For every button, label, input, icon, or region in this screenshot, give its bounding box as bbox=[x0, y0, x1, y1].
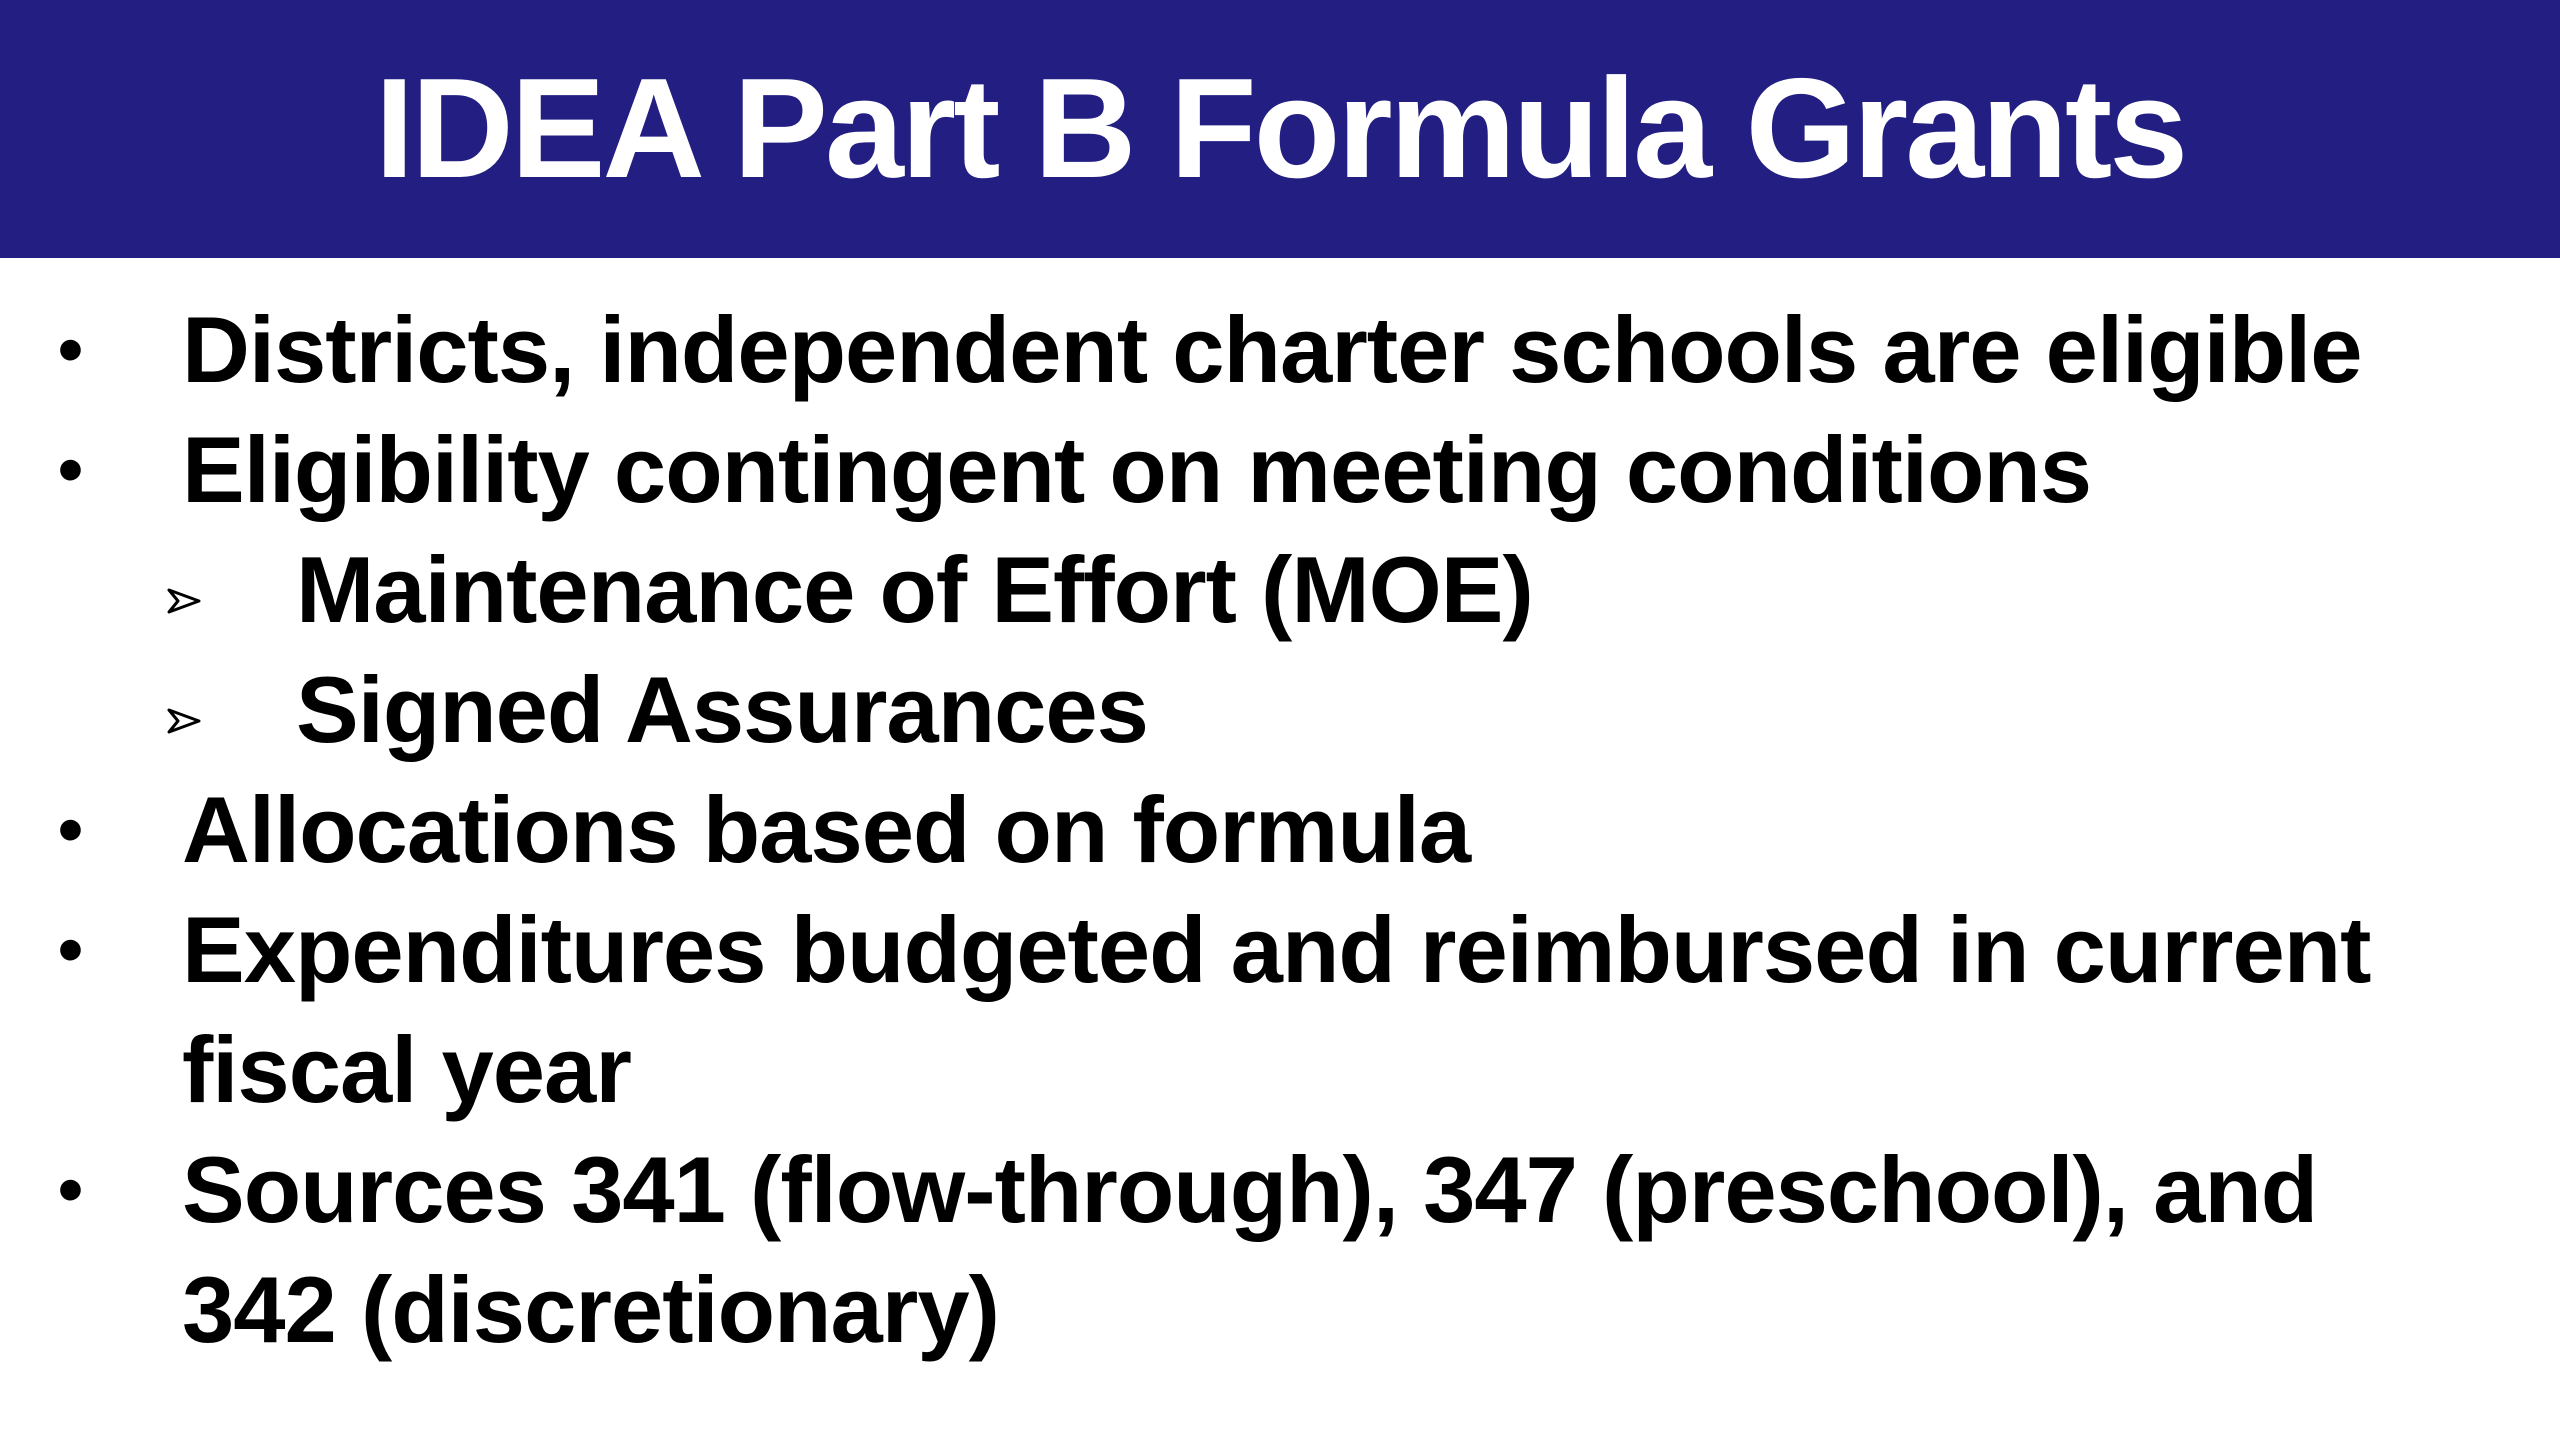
bullet-text: Eligibility contingent on meeting conditions bbox=[182, 417, 2092, 522]
bullet-text-line-2: 342 (discretionary) bbox=[182, 1257, 999, 1362]
bullet-text: Districts, independent charter schools are eligible bbox=[182, 297, 2362, 402]
slide-body bbox=[0, 290, 2560, 1370]
bullet-list bbox=[0, 290, 2560, 1370]
bullet-dot-icon: • bbox=[57, 430, 83, 510]
bullet-dot-icon: • bbox=[57, 910, 83, 990]
bullet-dot-icon: • bbox=[57, 1150, 83, 1230]
bullet-dot-icon: • bbox=[57, 310, 83, 390]
bullet-item-eligible-entities bbox=[0, 290, 2560, 410]
bullet-item-expenditures bbox=[0, 890, 2560, 1130]
sub-bullet-text: Maintenance of Effort (MOE) bbox=[296, 537, 1533, 642]
bullet-text-line-1: Sources 341 (flow-through), 347 (preschool), and bbox=[182, 1137, 2318, 1242]
bullet-text-line-2: fiscal year bbox=[182, 1017, 631, 1122]
sub-bullet-item-assurances bbox=[0, 650, 2560, 770]
sub-bullet-item-moe bbox=[0, 530, 2560, 650]
arrowhead-bullet-icon bbox=[164, 650, 204, 770]
sub-bullet-text: Signed Assurances bbox=[296, 657, 1148, 762]
bullet-dot-icon: • bbox=[57, 790, 83, 870]
slide-title: IDEA Part B Formula Grants bbox=[374, 49, 2186, 208]
bullet-item-allocations bbox=[0, 770, 2560, 890]
bullet-text-line-1: Expenditures budgeted and reimbursed in current bbox=[182, 897, 2371, 1002]
bullet-item-eligibility-conditions bbox=[0, 410, 2560, 530]
slide-title-bar bbox=[0, 0, 2560, 258]
bullet-text: Allocations based on formula bbox=[182, 777, 1471, 882]
arrowhead-bullet-icon bbox=[164, 530, 204, 650]
bullet-item-sources bbox=[0, 1130, 2560, 1370]
